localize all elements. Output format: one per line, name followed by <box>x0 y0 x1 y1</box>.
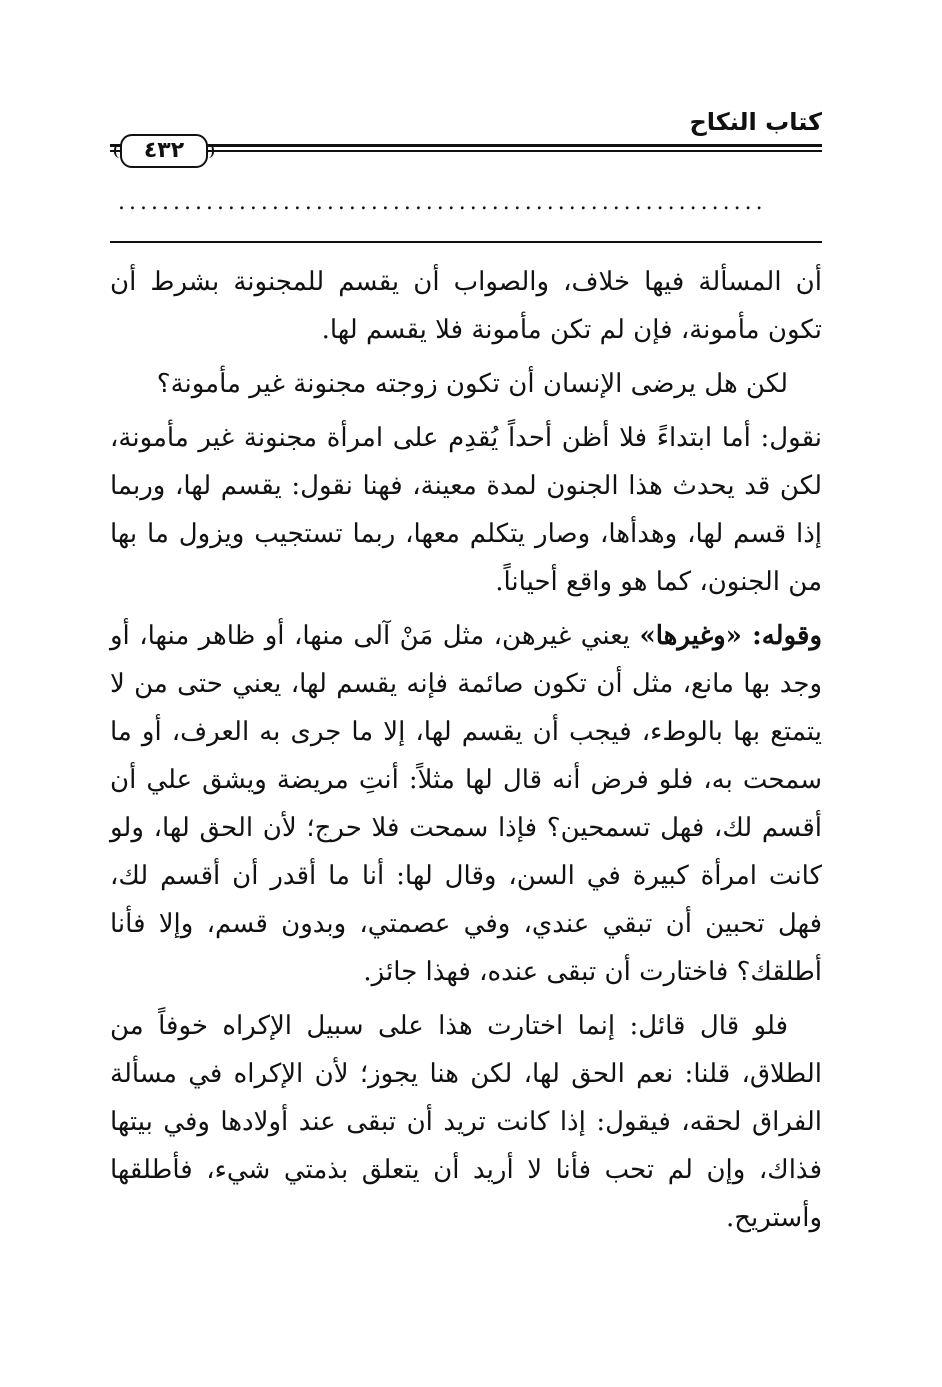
page-number: ٤٣٢ <box>120 134 208 168</box>
header-rule-thin <box>110 150 822 152</box>
paragraph-4-text: يعني غيرهن، مثل مَنْ آلى منها، أو ظاهر منها، أو وجد بها مانع، مثل أن تكون صائمة فإنه يقسم لها، يعني حتى من لا يتمتع بها بالوطء، فيجب أن يقسم لها، إلا ما جرى به العرف، أو ما سمحت به، فلو فرض أنه قال لها مثلاً: أنتِ مريضة ويشق علي أن أقسم لك، فهل تسمحين؟ فإذا سمحت فلا حرج؛ لأن الحق لها، ولو كانت امرأة كبيرة في السن، وقال لها: أنا ما أقدر أن أقسم لك، فهل تحبين أن تبقي عندي، وفي عصمتي، وبدون قسم، وإلا فأنا أطلقك؟ فاختارت أن تبقى عنده، فهذا جائز. <box>110 621 822 987</box>
paragraph-2: لكن هل يرضى الإنسان أن تكون زوجته مجنونة غير مأمونة؟ <box>156 369 788 399</box>
paragraph-4-lead: وقوله: «وغيرها» <box>639 621 823 651</box>
page-header <box>110 100 822 170</box>
paragraph-1: أن المسألة فيها خلاف، والصواب أن يقسم للمجنونة بشرط أن تكون مأمونة، فإن لم تكن مأمونة فلا يقسم لها. <box>110 267 822 345</box>
paragraph-5: فلو قال قائل: إنما اختارت هذا على سبيل الإكراه خوفاً من الطلاق، قلنا: نعم الحق لها، لكن هنا يجوز؛ لأن الإكراه في مسألة الفراق لحقه، فيقول: إذا كانت تريد أن تبقى عند أولادها وفي بيتها فذاك، وإن لم تحب فأنا لا أريد أن يتعلق بذمتي شيء، فأطلقها وأستريح. <box>110 1011 822 1233</box>
header-rules <box>110 144 822 152</box>
paragraph-3: نقول: أما ابتداءً فلا أظن أحداً يُقدِم على امرأة مجنونة غير مأمونة، لكن قد يحدث هذا الجنون لمدة معينة، فهنا نقول: يقسم لها، وربما إذا قسم لها، وهدأها، وصار يتكلم معها، ربما تستجيب ويزول ما بها من الجنون، كما هو واقع أحياناً. <box>110 423 822 597</box>
paragraph-4 <box>110 612 822 996</box>
footnote-separator-line <box>110 241 822 243</box>
page-body <box>110 258 822 1248</box>
book-title: كتاب النكاح <box>689 108 822 136</box>
dotted-separator: ........................................................... <box>118 190 767 215</box>
header-rule-thick <box>110 144 822 147</box>
